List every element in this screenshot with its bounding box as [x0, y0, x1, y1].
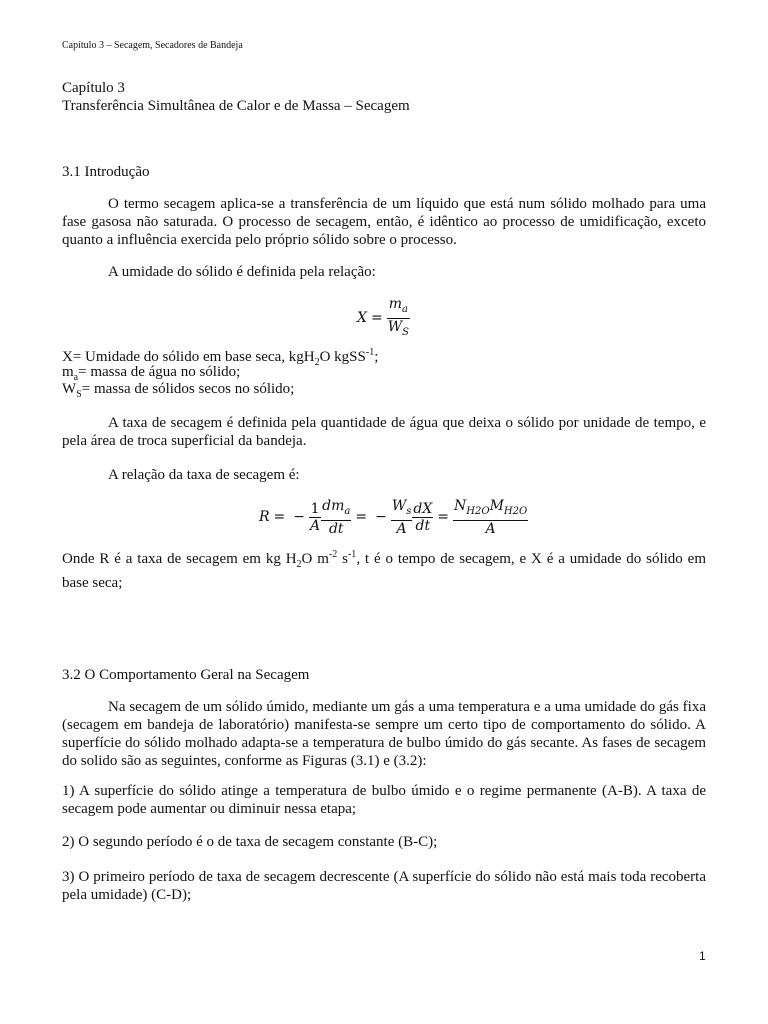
definition-x: X= Umidade do sólido em base seca, kgH$_2$O kgSS$^{-1}$;	[62, 347, 379, 368]
eq2-lhs: R	[259, 509, 270, 526]
phase-item-1: 1) A superfície do sólido atinge a temperatura de bulbo úmido e o regime permanente (A-B). A taxa de secagem pode aumentar ou diminuir nessa etapa;	[62, 783, 706, 817]
definition-ma: $m_a=$ massa de água no sólido;	[62, 364, 241, 383]
eq1-num-sub: a	[401, 303, 408, 315]
definition-ws: $W_S=$ massa de sólidos secos no sólido;	[62, 381, 295, 400]
intro-paragraph-2: A umidade do sólido é definida pela relação:	[108, 264, 376, 280]
eq1-den-sub: S	[402, 326, 409, 338]
phase-item-2: 2) O segundo período é o de taxa de secagem constante (B-C);	[62, 834, 438, 850]
eq2-fraction-4: $\frac{dX}{dt}$	[413, 500, 433, 534]
eq2-fraction-3: $\frac{W_s}{A}$	[391, 498, 412, 537]
drying-rate-equation: R = − $\frac{1}{A}$ $\frac{dm_a}{dt}$ = − $\frac{W_s}{A}$ $\frac{dX}{dt}$ = $\frac{N_{H2O}M_{H2O}}{A}$	[259, 498, 528, 537]
eq1-lhs: X	[357, 310, 367, 327]
eq2-fraction-2: $\frac{dm_a}{dt}$	[322, 498, 351, 537]
section-title-introduction: 3.1 Introdução	[62, 164, 150, 180]
eq1-den-base: W	[387, 318, 403, 335]
section-title-general-behavior: 3.2 O Comportamento Geral na Secagem	[62, 667, 310, 683]
behavior-paragraph-1: Na secagem de um sólido úmido, mediante um gás a uma temperatura e a uma umidade do gás fixa (secagem em bandeja de laboratório) manifesta-se sempre um certo tipo de comportamento do sólido. A superfície do sólido molhado adapta-se a temperatura de bulbo úmido do gás secante. As fases de secagem do solido são as seguintes, conforme as Figuras (3.1) e (3.2):	[62, 699, 706, 769]
intro-paragraph-3: A taxa de secagem é definida pela quantidade de água que deixa o sólido por unidade de tempo, e pela área de troca superficial da bandeja.	[62, 415, 706, 449]
phase-item-3: 3) O primeiro período de taxa de secagem decrescente (A superfície do sólido não está mais toda recoberta pela umidade) (C-D);	[62, 869, 706, 903]
running-header: Capítulo 3 – Secagem, Secadores de Bandeja	[62, 40, 243, 51]
page-number: 1	[699, 949, 706, 963]
intro-paragraph-5: Onde R é a taxa de secagem em kg $H_2O$ $m^{-2}$ $s^{-1}$, t é o tempo de secagem, e X é a umidade do sólido em base seca;	[62, 549, 706, 591]
intro-paragraph-4: A relação da taxa de secagem é:	[108, 467, 300, 483]
eq2-fraction-1: $\frac{1}{A}$	[310, 500, 321, 534]
eq1-equals: =	[370, 310, 383, 327]
eq1-num-base: m	[388, 296, 402, 312]
chapter-label: Capítulo 3	[62, 80, 125, 96]
chapter-title: Transferência Simultânea de Calor e de Massa – Secagem	[62, 98, 410, 114]
eq2-fraction-5: $\frac{N_{H2O}M_{H2O}}{A}$	[454, 498, 528, 537]
chapter-heading	[62, 79, 410, 115]
moisture-equation	[357, 296, 410, 341]
eq1-fraction	[387, 296, 410, 341]
intro-paragraph-1: O termo secagem aplica-se a transferência de um líquido que está num sólido molhado para uma fase gasosa não saturada. O processo de secagem, então, é idêntico ao processo de umidificação, exceto quanto a influência exercida pelo próprio sólido sobre o processo.	[62, 196, 706, 248]
